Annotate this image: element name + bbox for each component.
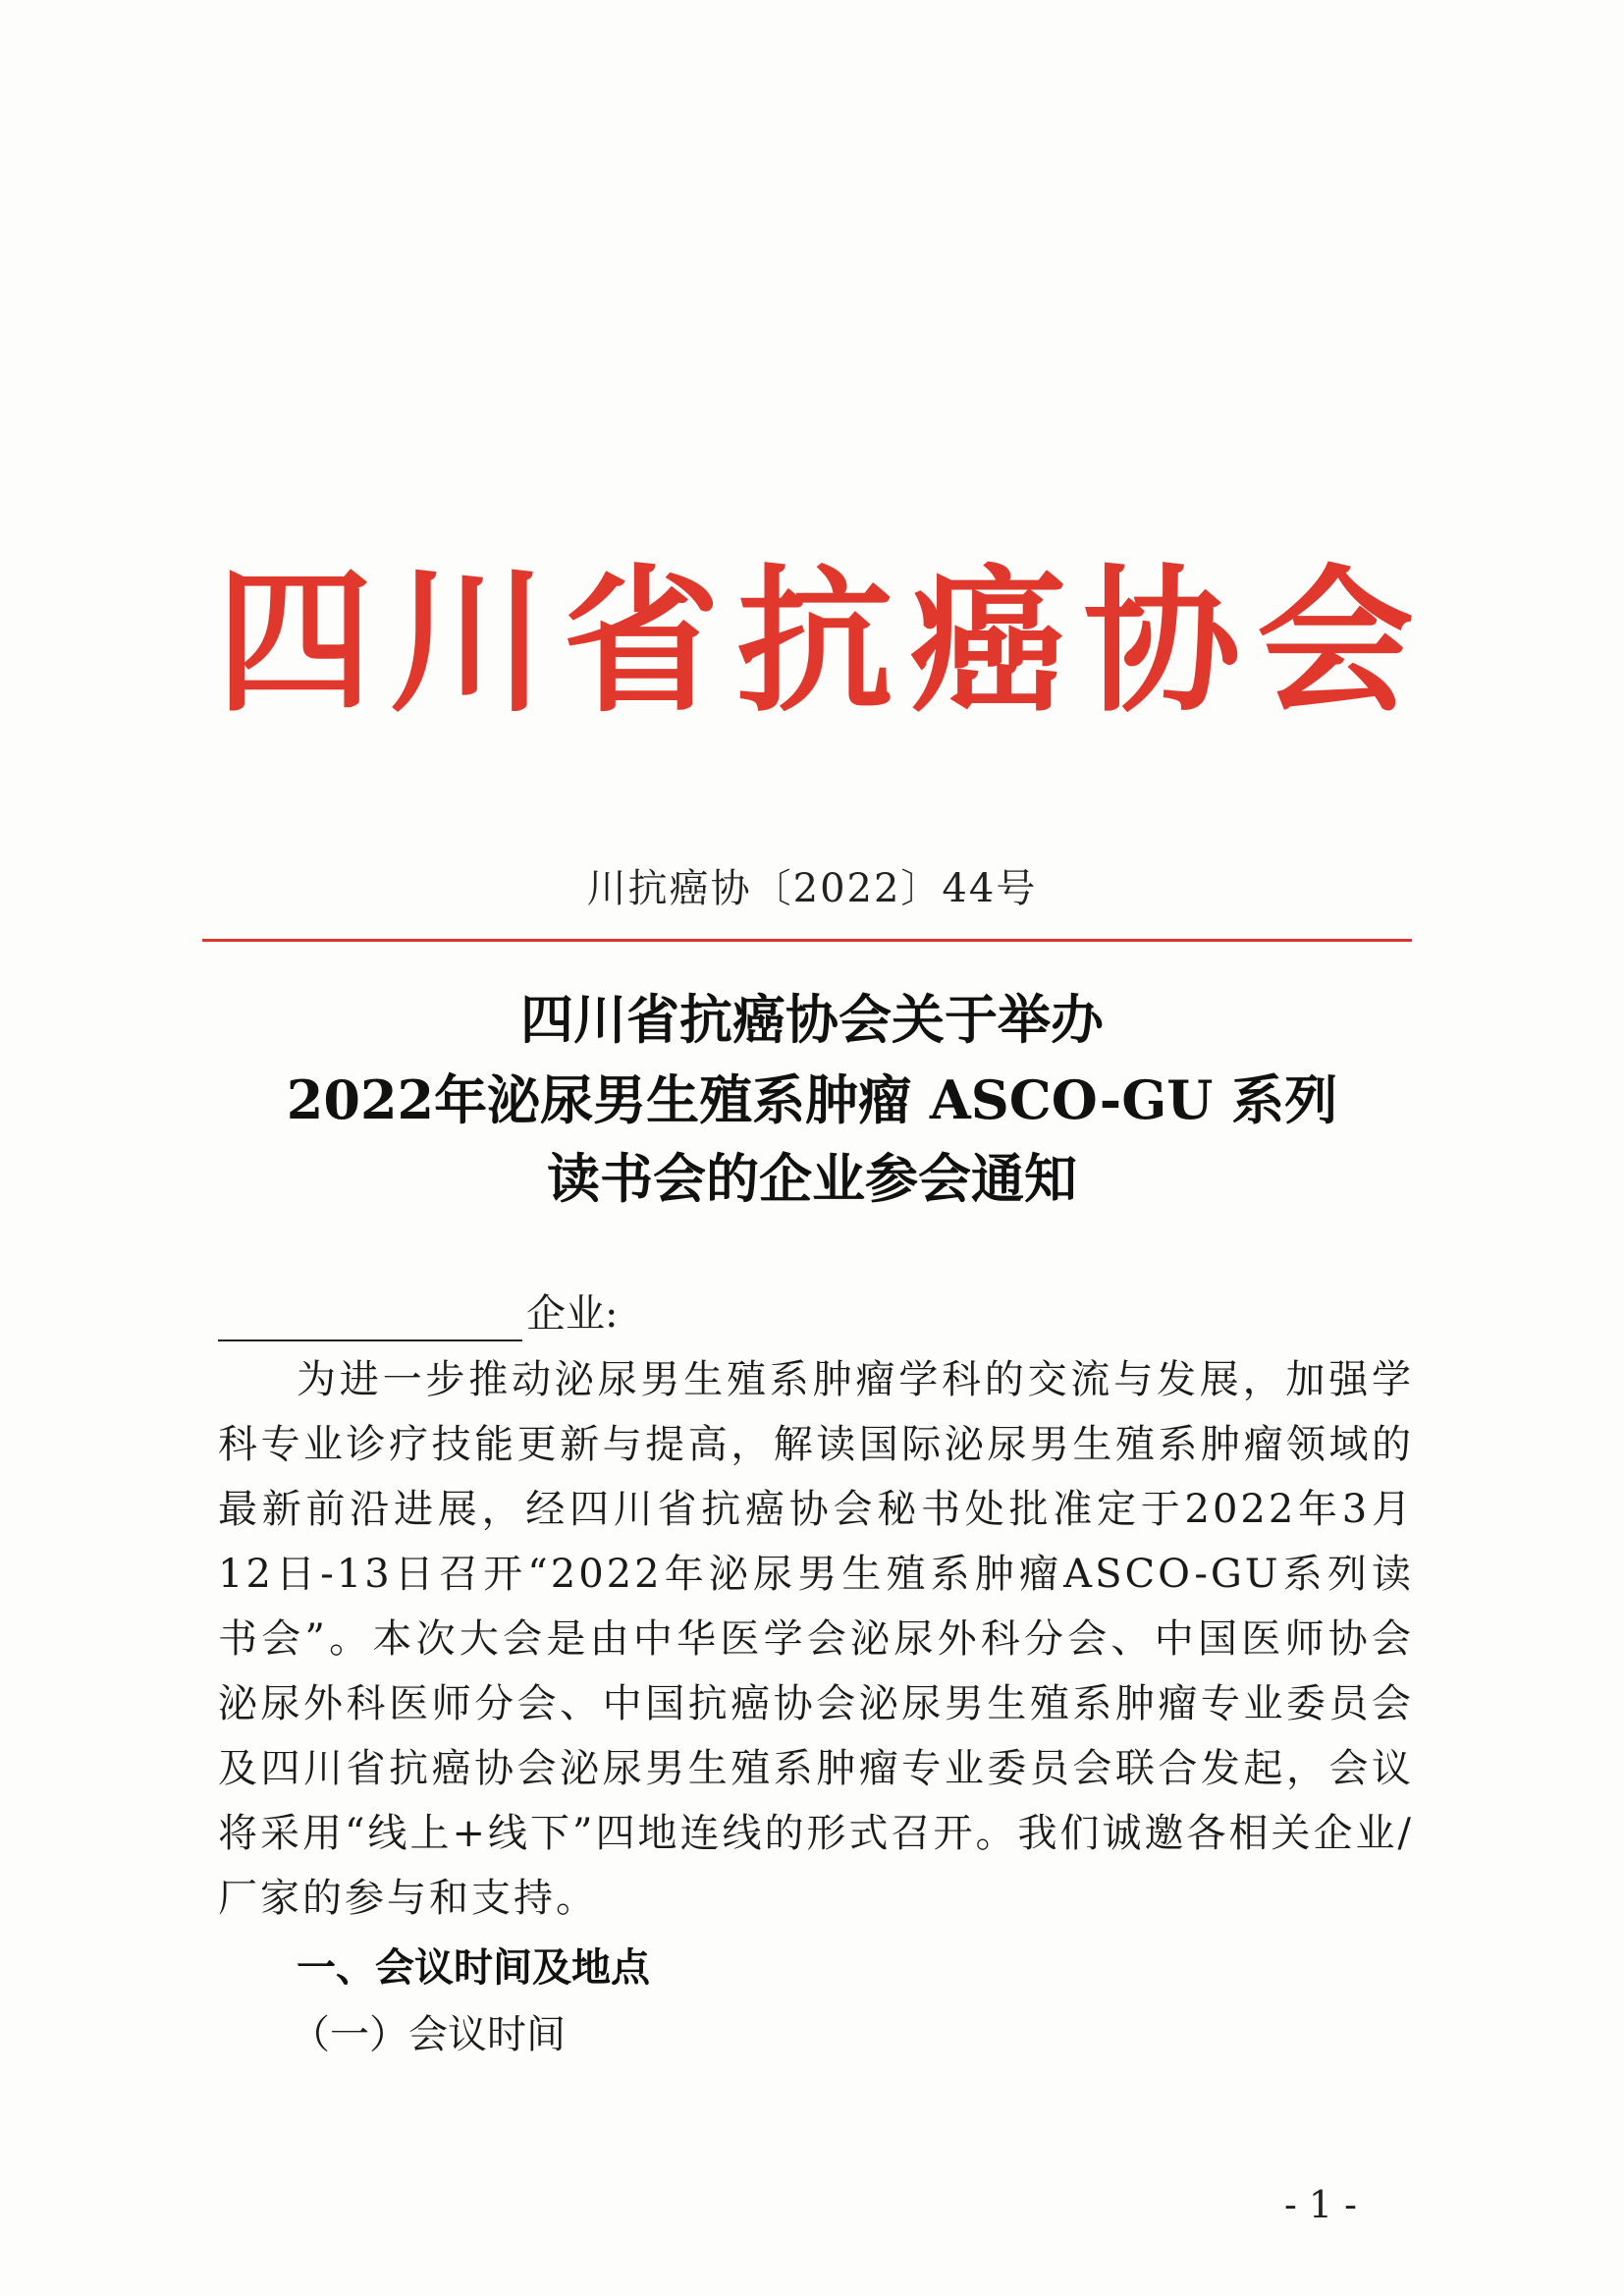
document-title-line-3: 读书会的企业参会通知 [547,1147,1077,1210]
sub-heading: （一）会议时间 [291,2012,566,2057]
section-heading: 一、会议时间及地点 [297,1945,650,1991]
organization-letterhead [211,549,1419,734]
letterhead-char: 省 [563,549,721,734]
document-number: 川抗癌协〔2022〕44号 [586,866,1038,911]
salutation-suffix: 企业: [526,1291,619,1337]
letterhead-char: 会 [1256,549,1414,734]
body-paragraph: 为进一步推动泌尿男生殖系肿瘤学科的交流与发展，加强学科专业诊疗技能更新与提高，解读国际泌尿男生殖系肿瘤领域的最新前沿进展，经四川省抗癌协会秘书处批准定于2022年3月12日-13日召开“2022年泌尿男生殖系肿瘤ASCO-GU系列读书会”。本次大会是由中华医学会泌尿外科分会、中国医师协会泌尿外科医师分会、中国抗癌协会泌尿男生殖系肿瘤专业委员会及四川省抗癌协会泌尿男生殖系肿瘤专业委员会联合发起，会议将采用“线上+线下”四地连线的形式召开。我们诚邀各相关企业/厂家的参与和支持。 [218,1357,1414,1921]
document-title-line-2: 2022年泌尿男生殖系肿瘤 ASCO-GU 系列 [286,1068,1338,1131]
letterhead-char: 川 [389,549,547,734]
letterhead-char: 癌 [909,549,1067,734]
letterhead-char: 四 [215,549,373,734]
letterhead-char: 协 [1083,549,1241,734]
recipient-blank [218,1294,522,1341]
document-title-line-1: 四川省抗癌协会关于举办 [520,988,1104,1051]
header-divider [202,939,1412,942]
page-number: - 1 - [1283,2183,1357,2226]
letterhead-char: 抗 [735,549,893,734]
salutation [218,1286,618,1341]
